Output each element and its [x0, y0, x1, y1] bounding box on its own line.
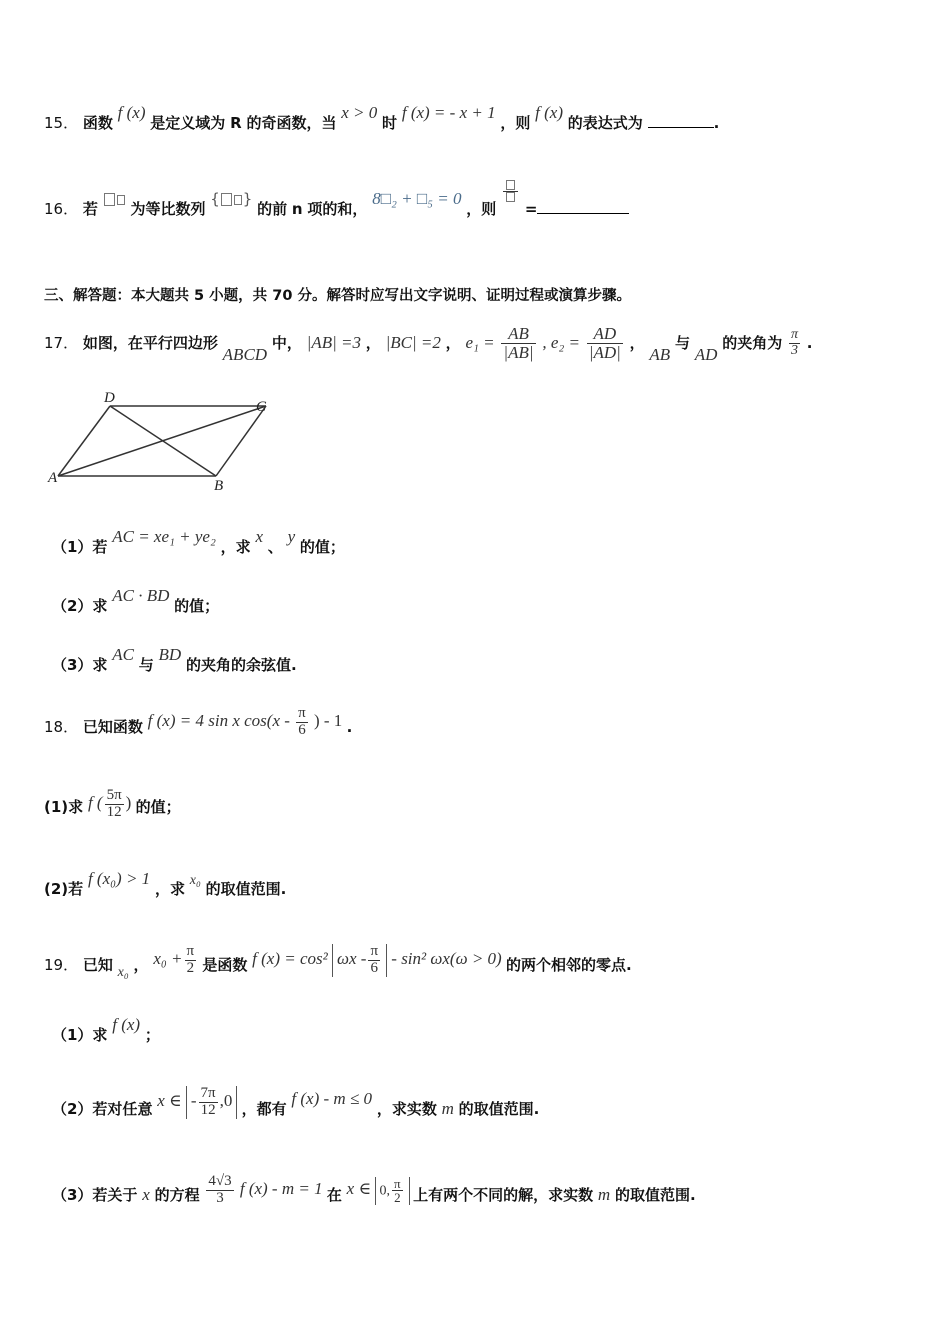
q16-number: 16．: [44, 200, 79, 218]
placeholder-fraction: [503, 180, 518, 203]
q16-n: n: [291, 200, 303, 218]
q18-part-2: (2)若 f (x₀) > 1 ，求 x₀ 的取值范围.: [44, 869, 287, 898]
q15-fx: f (x): [535, 103, 564, 122]
q15-fx: f (x): [117, 103, 146, 122]
q15-condition: x > 0: [341, 103, 378, 122]
q17-e1-fraction: $\frac{AB}{|AB|}$: [503, 324, 534, 362]
q15-number: 15．: [44, 114, 79, 132]
q15-text: 的表达式为: [567, 114, 643, 132]
q18-part-1: (1)求 f ( $\frac{5\pi}{12}$ ) 的值；: [44, 787, 181, 820]
q17-p2-expression: AC · BD: [112, 586, 170, 605]
vertex-c: C: [256, 399, 267, 415]
answer-blank: [648, 113, 714, 128]
q17-e2: , e₂ =: [542, 332, 580, 352]
q19-part-2: （2）若对任意 x ∈ - $\frac{7\pi}{12}$ ,0 ，都有 f (x) - m ≤ 0 ，求实数 m 的取值范围.: [52, 1085, 540, 1119]
question-17: 17． 如图，在平行四边形 ABCD 中， |AB| =3 ， |BC| =2 ， e₁ = $\frac{AB}{|AB|}$ , e₂ = $\frac{AD}{|AD|}$ ， AB 与 AD 的夹角为 $\frac{\pi}{3}$ .: [44, 324, 813, 364]
section-heading: 三、解答题：本大题共 5 小题，共 70 分。解答时应写出文字说明、证明过程或演算步骤。: [44, 288, 631, 304]
q17-p1-equation: AC = xe₁ + ye₂: [112, 527, 216, 546]
question-16: 16． 若 为等比数列 { } 的前 n 项的和， 8□₂ + □₅ = 0 ，则 =: [44, 198, 629, 221]
q19-number: 19．: [44, 956, 79, 975]
q18-p1-expression: f ( $\frac{5\pi}{12}$ ): [87, 787, 132, 820]
q15-text: 时: [382, 114, 398, 132]
q19-part-3: （3）若关于 x 的方程 $\frac{4√3}{3}$ f (x) - m = 1 在 x ∈ 0, $\frac{\pi}{2}$ 上有两个不同的解，求实数 m 的取值范围.: [52, 1173, 696, 1206]
q16-text: ，则: [466, 200, 497, 218]
vertex-d: D: [104, 390, 115, 406]
answer-blank: [537, 199, 629, 214]
q17-part-1: （1）若 AC = xe₁ + ye₂ ，求 x 、 y 的值；: [52, 527, 345, 556]
q19-p3-equation: $\frac{4√3}{3}$ f (x) - m = 1: [208, 1173, 323, 1206]
q17-number: 17．: [44, 333, 79, 352]
q19-part-1: （1）求 f (x) ；: [52, 1015, 160, 1044]
q16-equation: 8□₂ + □₅ = 0: [372, 189, 462, 208]
q19-function: f (x) = cos² ωx - $\frac{\pi}{6}$ - sin² ωx(ω > 0): [252, 943, 502, 976]
q15-text: 的奇函数，当: [246, 114, 337, 132]
edge-da: [58, 406, 110, 476]
q17-text: 如图，在平行四边形: [82, 333, 218, 352]
q15-expression: f (x) = - x + 1: [401, 103, 496, 122]
q19-p3-interval: x ∈ 0, $\frac{\pi}{2}$: [347, 1183, 413, 1198]
q17-angle: $\frac{\pi}{3}$: [790, 327, 798, 358]
q15-text: ，则: [500, 114, 531, 132]
placeholder-symbol: [103, 190, 126, 208]
diagonal-bd: [110, 406, 216, 476]
q19-p1-function: f (x): [112, 1015, 141, 1034]
q16-text: 为等比数列: [130, 200, 206, 218]
q17-vector-ad: AD: [694, 344, 718, 364]
q17-ab-length: |AB| =3: [306, 332, 361, 352]
edge-bc: [216, 406, 266, 476]
parallelogram-figure: [44, 384, 284, 494]
vertex-b: B: [214, 478, 224, 494]
question-19: 19． 已知 x₀ ， x₀ + $\frac{\pi}{2}$ 是函数 f (x) = cos² ωx - $\frac{\pi}{6}$ - sin² ωx(ω > 0) 的两个相邻的零点.: [44, 943, 632, 981]
q15-text: 函数: [82, 114, 113, 132]
q18-number: 18．: [44, 718, 79, 737]
q15-r: R: [230, 114, 242, 132]
question-18: 18． 已知函数 f (x) = 4 sin x cos(x - $\frac{\pi}{6}$ ) - 1 .: [44, 705, 353, 738]
sequence-symbol: { }: [210, 190, 253, 208]
q19-x0-plus: x₀ + $\frac{\pi}{2}$: [153, 943, 195, 976]
q17-vector-ab: AB: [649, 344, 671, 364]
q17-e1: e₁ =: [465, 332, 495, 352]
vertex-a: A: [48, 470, 58, 486]
q16-text: 的前: [257, 200, 288, 218]
q17-part-2: （2）求 AC · BD 的值；: [52, 586, 220, 615]
q15-text: 是定义域为: [150, 114, 226, 132]
q17-abcd: ABCD: [222, 344, 268, 364]
q18-p2-condition: f (x₀) > 1: [87, 869, 151, 888]
q17-e2-fraction: $\frac{AD}{|AD|}$: [588, 324, 621, 362]
q18-function: f (x) = 4 sin x cos(x - $\frac{\pi}{6}$ ) - 1: [147, 705, 343, 738]
q16-text: 项的和，: [307, 200, 368, 218]
q17-text: 中，: [271, 333, 302, 352]
question-15: 15． 函数 f (x) 是定义域为 R 的奇函数，当 x > 0 时 f (x) = - x + 1 ，则 f (x) 的表达式为 .: [44, 103, 720, 132]
q19-p2-inequality: f (x) - m ≤ 0: [291, 1089, 373, 1109]
q17-bc-length: |BC| =2: [385, 332, 441, 352]
q16-text: 若: [82, 200, 98, 218]
q19-p2-interval: x ∈ - $\frac{7\pi}{12}$ ,0: [157, 1091, 241, 1110]
q17-part-3: （3）求 AC 与 BD 的夹角的余弦值.: [52, 645, 297, 674]
